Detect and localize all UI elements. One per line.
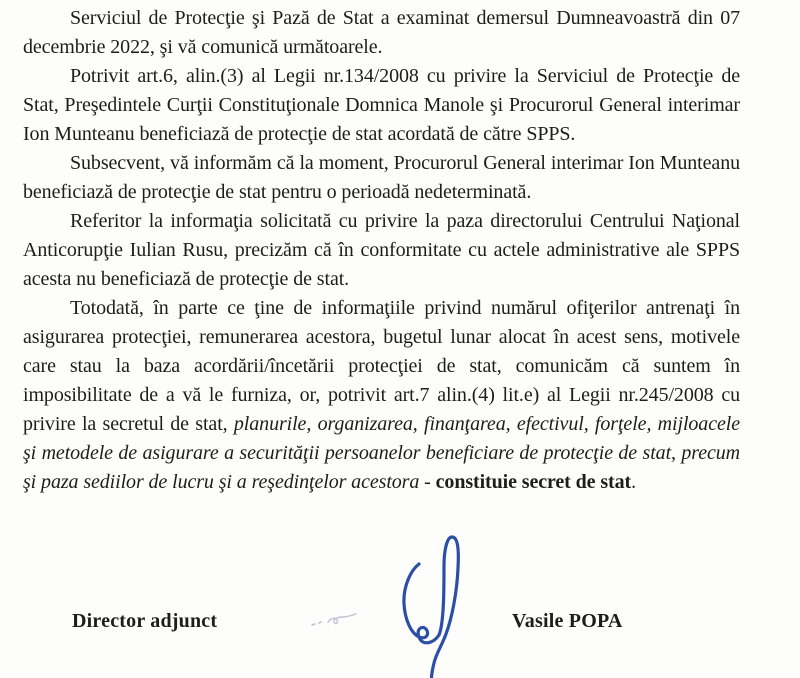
text-segment: Potrivit art.6, alin.(3) al Legii nr.134/2008 cu privire la Serviciul de Protecţie de Stat, Preşedintele Curţii Constituţionale Domnica Manole şi Procurorul General interimar Ion Munteanu beneficiază de protecţie de stat acordată de către SPPS. — [23, 65, 740, 145]
handwritten-signature — [374, 530, 480, 678]
text-segment: constituie secret de stat — [435, 471, 632, 493]
paragraph — [23, 149, 740, 207]
text-segment: . — [631, 471, 636, 493]
text-segment: Referitor la informaţia solicitată cu privire la paza directorului Centrului Naţional Anticorupţie Iulian Rusu, precizăm că în conformitate cu actele administrative ale SPPS acesta nu beneficiază de protecţie de stat. — [23, 210, 740, 290]
paragraph — [23, 207, 740, 294]
text-segment: - — [419, 471, 436, 493]
signer-name: Vasile POPA — [512, 610, 623, 632]
text-segment: Subsecvent, vă informăm că la moment, Procurorul General interimar Ion Munteanu beneficiază de protecţie de stat pentru o perioadă nedeterminată. — [23, 152, 740, 203]
pencil-mark — [308, 600, 370, 634]
text-segment: Serviciul de Protecţie şi Pază de Stat a examinat demersul Dumneavoastră din 07 decembrie 2022, şi vă comunică următoarele. — [23, 7, 740, 58]
text-segment: Totodată, în parte ce ţine de informaţiile privind numărul ofiţerilor antrenaţi în asigurarea protecţiei, remunerarea acestora, bugetul lunar alocat în acest sens, motivele care stau la baza acordării/încetării protecţiei de stat, comunicăm că suntem în imposibilitate de a vă le furniza, or, potrivit art.7 alin.(4) lit.e) al Legii nr.245/2008 cu privire la secretul de stat, — [23, 297, 740, 435]
pencil-mark-dots — [312, 622, 321, 625]
pencil-mark-squiggle — [328, 614, 356, 623]
letter-body — [23, 4, 740, 497]
signature-stroke — [404, 537, 458, 678]
paragraph — [23, 62, 740, 149]
paragraph — [23, 4, 740, 62]
signer-title: Director adjunct — [72, 610, 218, 632]
paragraph — [23, 294, 740, 497]
text-segment: planurile, organizarea, finanţarea, efectivul, forţele, mijloacele şi metodele de asigurare a securităţii persoanelor beneficiare de protecţie de stat, precum şi paza sediilor de lucru şi a reşedinţelor acestora — [23, 413, 740, 493]
